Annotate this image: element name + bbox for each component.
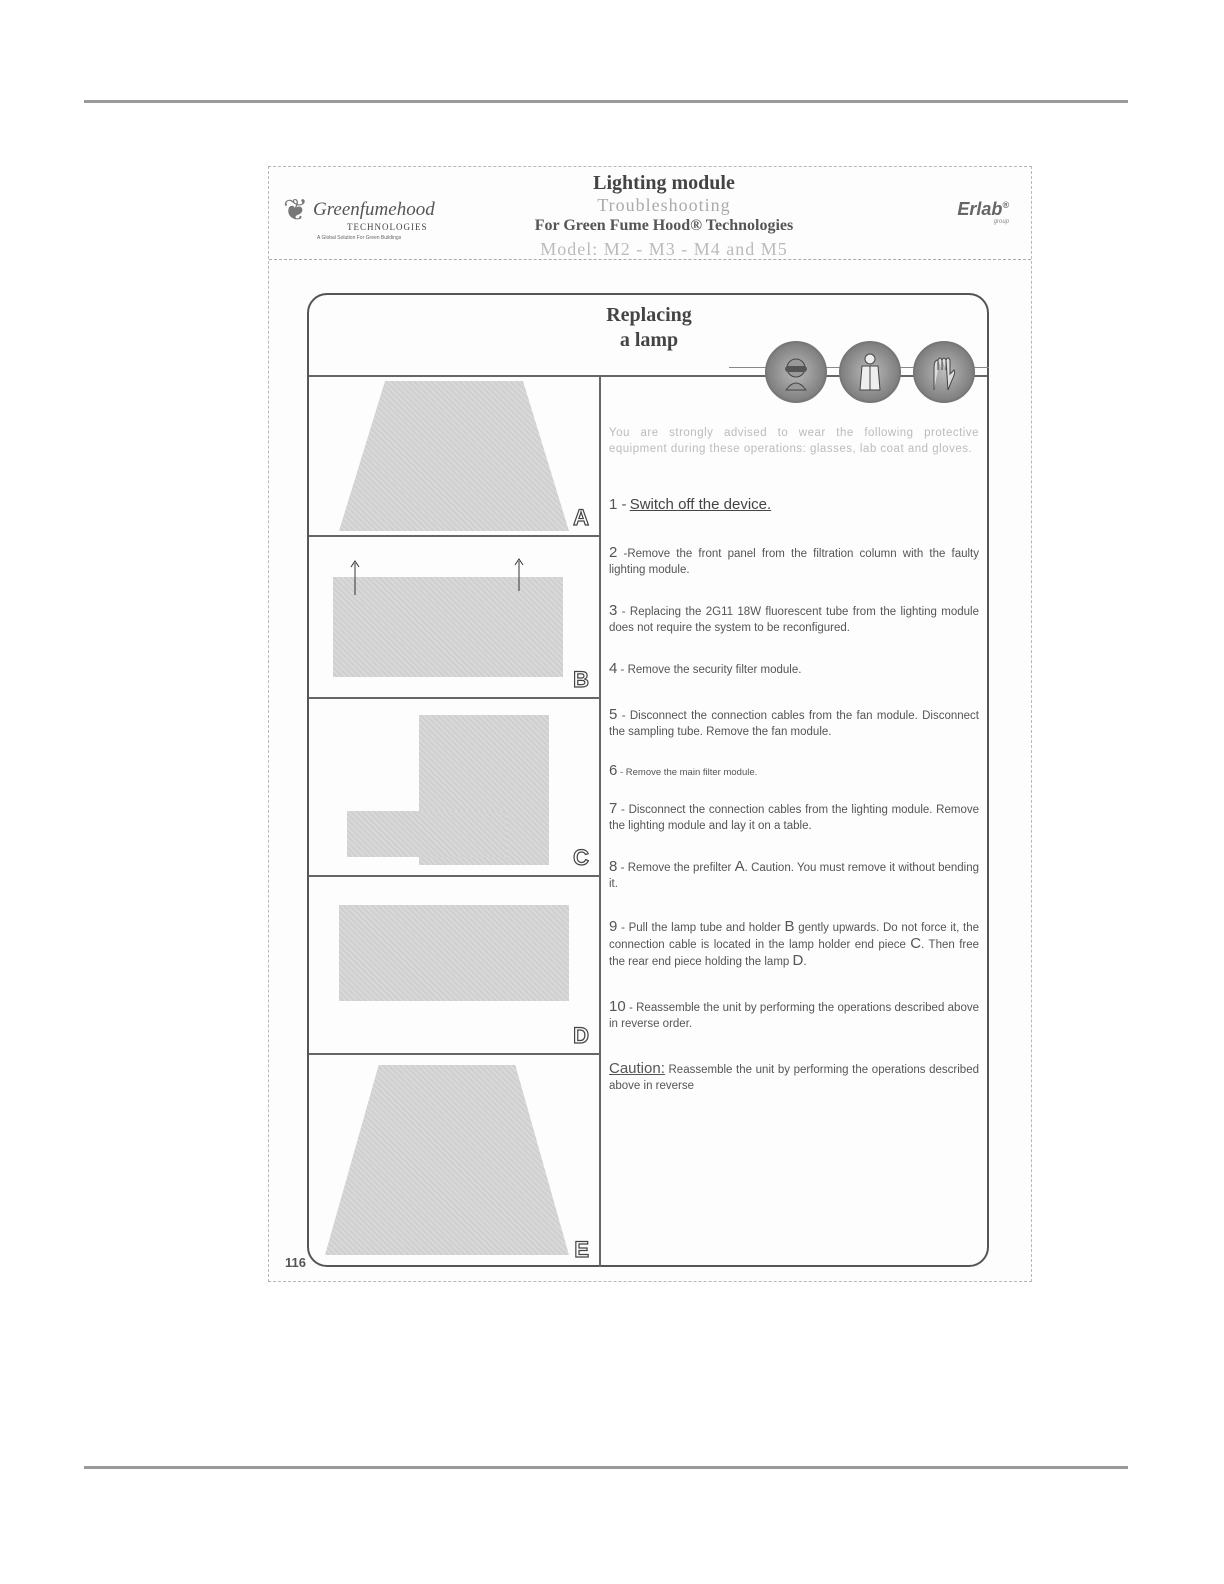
ref-letter: A (734, 858, 745, 875)
step-text: -Remove the front panel from the filtration column with the faulty lighting module. (609, 548, 979, 576)
step-number: 10 (609, 998, 626, 1015)
header-for-line: For Green Fume Hood® Technologies (534, 217, 794, 234)
step-text: gently upwards. Do not force it, the connection cable is located in the lamp holder end piece (609, 922, 979, 951)
step-number: 1 - (609, 496, 627, 513)
step-text: - Pull the lamp tube and holder (621, 922, 785, 934)
panel-title (509, 303, 789, 353)
caution-note (609, 1061, 979, 1094)
photo-e (309, 1055, 599, 1267)
panel-title-line1: Replacing (606, 304, 692, 326)
step-text: Switch off the device. (629, 496, 772, 513)
bottom-rule (84, 1466, 1128, 1469)
erlab-logo-text: Erlab (957, 199, 1003, 219)
step-number: 8 (609, 858, 618, 875)
step-text: - Reassemble the unit by performing the operations described above in reverse order. (609, 1002, 979, 1030)
header-titles (469, 171, 859, 261)
page-number: 116 (285, 1255, 306, 1270)
ppe-warning: You are strongly advised to wear the following protective equipment during these operations: glasses, lab coat and gloves. (609, 427, 979, 455)
step-text: - Remove the security filter module. (620, 664, 802, 676)
photo-label: D (573, 1023, 589, 1048)
photo-label: E (574, 1237, 589, 1262)
step-number: 4 (609, 660, 618, 677)
photo-label: B (573, 667, 589, 692)
step-text: . Then free the rear end piece holding the lamp (609, 939, 980, 968)
top-rule (84, 100, 1128, 103)
photo-d (309, 877, 599, 1055)
erlab-logo-group: group (993, 219, 1009, 225)
step-number: 6 (609, 762, 618, 779)
step-text: . Caution. You must remove it without bending it. (609, 862, 980, 890)
photo-b (309, 537, 599, 699)
gloves-icon (913, 341, 975, 403)
caution-label: Caution: (609, 1060, 665, 1077)
leaf-icon: ❦ (283, 194, 309, 227)
step-text: - Disconnect the connection cables from the lighting module. Remove the lighting module and lay it on a table. (609, 804, 979, 832)
step-6 (609, 763, 979, 781)
greenfumehood-logo (283, 187, 443, 249)
header-model: Model: M2 - M3 - M4 and M5 (540, 239, 788, 259)
panel-header (309, 295, 987, 377)
step-number: 7 (609, 800, 618, 817)
step-number: 9 (609, 918, 618, 935)
caution-text: Reassemble the unit by performing the operations described above in reverse (609, 1064, 979, 1092)
step-10 (609, 999, 979, 1032)
step-9 (609, 919, 979, 970)
photo-a (309, 375, 599, 537)
glasses-icon (765, 341, 827, 403)
photo-label: C (573, 845, 589, 870)
ref-letter: D (792, 952, 804, 969)
step-text: . (803, 956, 807, 968)
document-header (269, 167, 1031, 260)
step-text: - Remove the main filter module. (619, 767, 758, 778)
logo-brand: Greenfumehood (313, 199, 435, 220)
header-subtitle: Troubleshooting (597, 195, 731, 215)
photo-label: A (573, 505, 589, 530)
step-1 (609, 497, 979, 514)
scanned-page (268, 166, 1032, 1282)
step-number: 2 (609, 544, 618, 561)
photo-c (309, 699, 599, 877)
ref-letter: B (784, 918, 795, 935)
step-3 (609, 603, 979, 636)
ref-letter: C (910, 935, 922, 952)
logo-tech: TECHNOLOGIES (347, 222, 428, 232)
step-8 (609, 859, 979, 892)
panel-title-line2: a lamp (619, 329, 679, 351)
header-title: Lighting module (593, 172, 735, 194)
step-2 (609, 545, 979, 578)
logo-slogan: A Global Solution For Green Buildings (317, 235, 402, 241)
step-7 (609, 801, 979, 834)
step-number: 5 (609, 706, 618, 723)
step-text: - Remove the prefilter (620, 862, 735, 874)
erlab-logo: Erlab® group (957, 199, 1009, 225)
step-text: - Disconnect the connection cables from the fan module. Disconnect the sampling tube. Remove the fan module. (609, 710, 979, 738)
step-4 (609, 661, 979, 678)
step-number: 3 (609, 602, 618, 619)
step-text: - Replacing the 2G11 18W fluorescent tube from the lighting module does not require the system to be reconfigured. (609, 606, 979, 634)
photo-column (309, 375, 601, 1267)
lab-coat-icon (839, 341, 901, 403)
procedure-panel (307, 293, 989, 1267)
step-5 (609, 707, 979, 740)
